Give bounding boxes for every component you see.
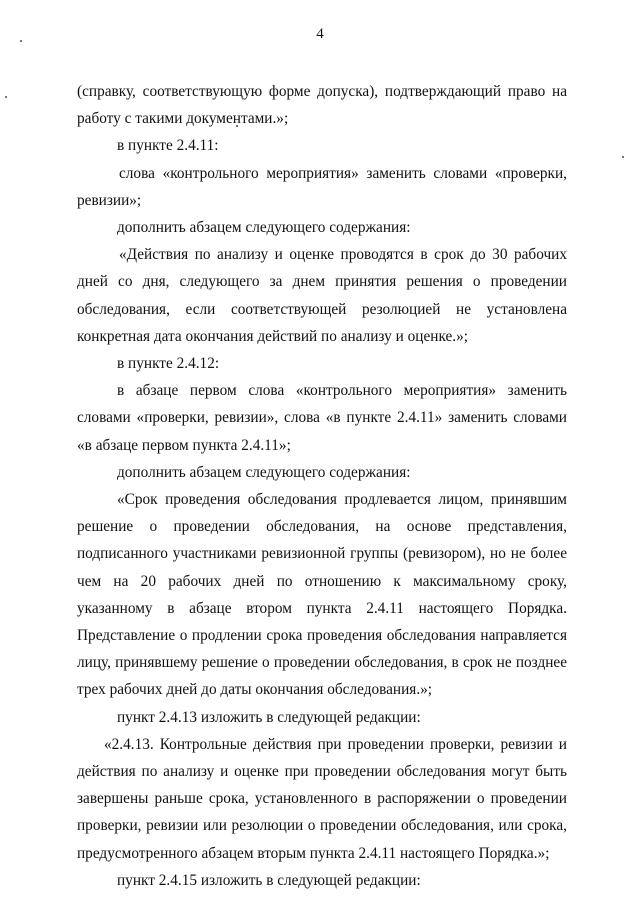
- paragraph: в абзаце первом слова «контрольного мероприятия» заменить словами «проверки, ревизии», слова «в пункте 2.4.11» заменить словами «в абзаце первом пункта 2.4.11»;: [77, 382, 567, 454]
- paragraph: пункт 2.4.15 изложить в следующей редакции:: [117, 871, 421, 889]
- paragraph: слова «контрольного мероприятия» заменить словами «проверки, ревизии»;: [77, 164, 567, 209]
- paragraph: «2.4.13. Контрольные действия при проведении проверки, ревизии и действия по анализу и оценке при проведении обследования могут быть завершены раньше срока, установленного в распоряжении о проведении проверки, ревизии или резолюции о проведении обследования, или срока, предусмотренного абзацем вторым пункта 2.4.11 настоящего Порядка.»;: [77, 735, 567, 862]
- scan-mark: [20, 40, 22, 42]
- paragraph: в пункте 2.4.11:: [117, 137, 219, 155]
- paragraph: в пункте 2.4.12:: [117, 355, 220, 373]
- paragraph: дополнить абзацем следующего содержания:: [117, 463, 411, 481]
- document-body: [77, 78, 567, 894]
- paragraph: пункт 2.4.13 изложить в следующей редакции:: [117, 708, 421, 726]
- scan-mark: [5, 96, 7, 98]
- paragraph: «Действия по анализу и оценке проводятся в срок до 30 рабочих дней со дня, следующего за днем принятия решения о проведении обследования, если соответствующей резолюцией не установлена конкретная дата окончания действий по анализу и оценке.»;: [77, 246, 567, 345]
- scan-mark: [622, 156, 624, 158]
- paragraph: «Срок проведения обследования продлевается лицом, принявшим решение о проведении обследования, на основе представления, подписанного участниками ревизионной группы (ревизором), но не более чем на 20 рабочих дней по отношению к максимальному сроку, указанному в абзаце втором пункта 2.4.11 настоящего Порядка. Представление о продлении срока проведения обследования направляется лицу, принявшему решение о проведении обследования, в срок не позднее трех рабочих дней до даты окончания обследования.»;: [77, 491, 567, 699]
- paragraph: (справку, соответствующую форме допуска), подтверждающий право на работу с такими документами.»;: [77, 83, 567, 128]
- paragraph: дополнить абзацем следующего содержания:: [117, 219, 411, 237]
- page-number: 4: [316, 26, 324, 42]
